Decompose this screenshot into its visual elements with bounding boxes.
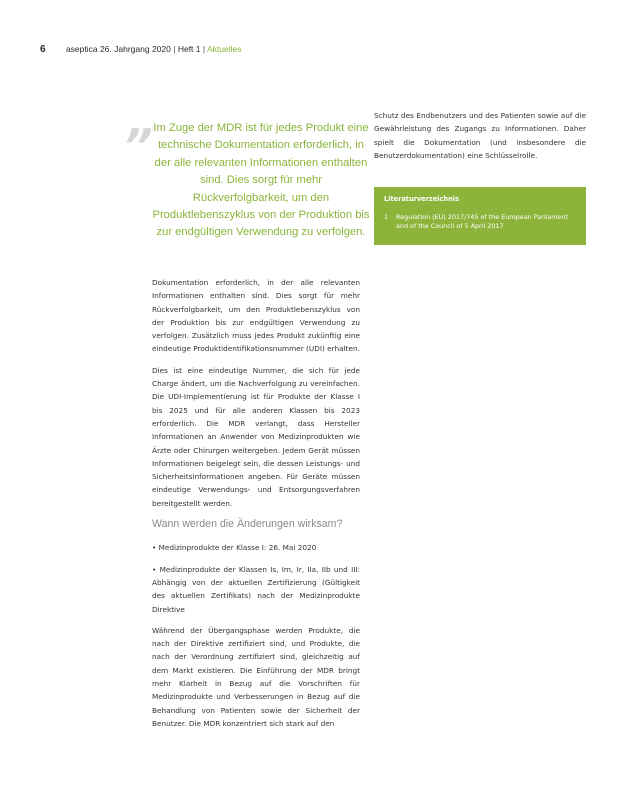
pull-quote-text: Im Zuge der MDR ist für jedes Produkt eine technische Dokumentation erforderlich, in der alle relevanten Informationen enthalten sind. Dies sorgt für mehr Rückverfolgbarkeit, um den Produktlebenszyklus von der Produktion bis zur endgültigen Verwendung zu verfolgen.: [152, 122, 370, 239]
page-header: [40, 44, 242, 55]
body-paragraph: Dies ist eine eindeutige Nummer, die sich für jede Charge ändert, um die Nachverfolgung zu vereinfachen. Die UDI-Implementierung ist für Produkte der Klasse I bis 2025 und für alle anderen Klassen bis 2023 erforderlich. Die MDR verlangt, dass Hersteller Informationen an Anwender von Medizinprodukten wie Ärzte oder Chirurgen weitergeben. Jedem Gerät müssen Informationen beigelegt sein, die dessen Leistungs- und Sicherheitsinformationen angeben. Für Geräte müssen eindeutige Verwendungs- und Entsorgungsverfahren bereitgestellt werden.: [152, 365, 360, 508]
left-column: [152, 276, 360, 738]
body-paragraph: Dokumentation erforderlich, in der alle relevanten Informationen enthalten sind. Dies sorgt für mehr Rückverfolgbarkeit, um den Produktlebenszyklus von der Produktion bis zur endgültigen Verwendung zu verfolgen. Zusätzlich muss jedes Produkt zukünftig eine eindeutige Produktidentifikationsnummer (UDI) erhalten.: [152, 278, 360, 354]
references-title: Literaturverzeichnis: [384, 195, 459, 203]
body-paragraph: Während der Übergangsphase werden Produkte, die nach der Direktive zertifiziert sind, und Produkte, die nach der Verordnung zertifiziert sind, gleichzeitig auf dem Markt existieren. Die Einführung der MDR bringt mehr Klarheit in Bezug auf die Vorschriften für Medizinprodukte und Verbesserungen in Bezug auf die Behandlung von Patienten sowie der Sicherheit der Benutzer. Die MDR konzentriert sich stark auf den: [152, 625, 360, 728]
bullet-item: • Medizinprodukte der Klasse I: 26. Mai 2020: [152, 543, 317, 553]
issue-label: Heft 1: [177, 44, 201, 54]
section-heading: Wann werden die Änderungen wirksam?: [152, 518, 343, 531]
reference-text: Regulation (EU) 2017/745 of the European Parliament and of the Council of 5 April 2017: [396, 213, 569, 230]
journal-title: aseptica 26. Jahrgang 2020: [65, 44, 171, 54]
page-number: 6: [40, 44, 46, 55]
section-label: Aktuelles: [207, 44, 242, 54]
right-column-paragraph: Schutz des Endbenutzers und des Patienten sowie auf die Gewährleistung des Zugangs zu Informationen. Daher spielt die Dokumentation (und insbesondere die Benutzerdokumentation) eine Schlüsselrolle.: [374, 111, 586, 160]
header-separator: |: [173, 44, 176, 54]
reference-number: 1: [384, 213, 389, 221]
reference-item: [384, 213, 576, 231]
bullet-item: • Medizinprodukte der Klassen Is, Im, Ir, IIa, IIb und III: Abhängig von der aktuellen Zertifizierung (Gültigkeit des aktuellen Zertifikats) nach der Medizinprodukte Direktive: [152, 564, 360, 614]
quote-mark-icon: „: [128, 94, 158, 148]
header-separator: |: [202, 44, 206, 54]
references-box: [374, 187, 586, 245]
right-column: [374, 109, 586, 162]
